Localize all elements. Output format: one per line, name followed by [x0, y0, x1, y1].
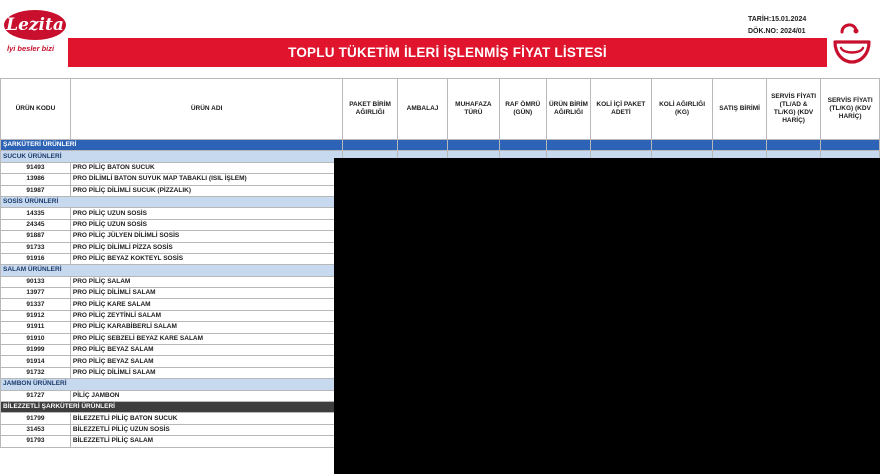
logo-wordmark: Lezita — [4, 10, 66, 40]
table-header-row — [1, 79, 880, 140]
empty-cell — [766, 140, 820, 151]
empty-cell — [343, 140, 397, 151]
page-title: TOPLU TÜKETİM İLERİ İŞLENMİŞ FİYAT LİSTESİ — [68, 38, 827, 67]
brand-logo — [4, 6, 66, 58]
product-code[interactable]: 91912 — [1, 310, 71, 321]
product-code[interactable]: 91799 — [1, 413, 71, 424]
column-header[interactable]: AMBALAJ — [397, 79, 447, 140]
column-header[interactable]: SATIŞ BİRİMİ — [713, 79, 766, 140]
product-code[interactable]: 91887 — [1, 231, 71, 242]
product-name[interactable]: PRO PİLİÇ UZUN SOSİS — [70, 219, 342, 230]
product-name[interactable]: PRO PİLİÇ KARE SALAM — [70, 299, 342, 310]
product-code[interactable]: 14335 — [1, 208, 71, 219]
column-header[interactable]: ÜRÜN KODU — [1, 79, 71, 140]
product-name[interactable]: PİLİÇ JAMBON — [70, 390, 342, 401]
product-name[interactable]: PRO PİLİÇ ZEYTİNLİ SALAM — [70, 310, 342, 321]
category-label: ŞARKÜTERİ ÜRÜNLERİ — [1, 140, 343, 151]
product-name[interactable]: PRO DİLİMLİ BATON SUYUK MAP TABAKLI (ISIL İŞLEM) — [70, 174, 342, 185]
document-number: DÖK.NO: 2024/01 — [748, 28, 806, 35]
product-code[interactable]: 91999 — [1, 345, 71, 356]
product-name[interactable]: PRO PİLİÇ BEYAZ SALAM — [70, 356, 342, 367]
empty-cell — [651, 140, 713, 151]
product-name[interactable]: BİLEZZETLİ PİLİÇ SALAM — [70, 436, 342, 447]
product-name[interactable]: BİLEZZETLİ PİLİÇ BATON SUCUK — [70, 413, 342, 424]
redacted-area — [334, 158, 880, 474]
group-label: SALAM ÜRÜNLERİ — [1, 265, 343, 276]
product-name[interactable]: PRO PİLİÇ BATON SUCUK — [70, 162, 342, 173]
group-label: BİLEZZETLİ ŞARKÜTERİ ÜRÜNLERİ — [1, 401, 343, 412]
column-header[interactable]: MUHAFAZA TÜRÜ — [448, 79, 499, 140]
product-code[interactable]: 91987 — [1, 185, 71, 196]
product-code[interactable]: 91910 — [1, 333, 71, 344]
column-header[interactable]: ÜRÜN ADI — [70, 79, 342, 140]
product-code[interactable]: 91337 — [1, 299, 71, 310]
product-name[interactable]: PRO PİLİÇ KARABİBERLİ SALAM — [70, 322, 342, 333]
product-name[interactable]: PRO PİLİÇ JÜLYEN DİLİMLİ SOSİS — [70, 231, 342, 242]
product-code[interactable]: 91793 — [1, 436, 71, 447]
group-label: SOSİS ÜRÜNLERİ — [1, 196, 343, 207]
product-name[interactable]: PRO PİLİÇ SEBZELİ BEYAZ KARE SALAM — [70, 333, 342, 344]
logo-slogan: İyi besler bizi — [7, 44, 55, 53]
product-code[interactable]: 91732 — [1, 367, 71, 378]
document-meta — [748, 14, 806, 38]
column-header[interactable]: SERVİS FİYATI (TL/AD & TL/KG) (KDV HARİÇ) — [766, 79, 820, 140]
product-name[interactable]: PRO PİLİÇ UZUN SOSİS — [70, 208, 342, 219]
product-name[interactable]: PRO PİLİÇ BEYAZ KOKTEYL SOSİS — [70, 253, 342, 264]
empty-cell — [397, 140, 447, 151]
column-header[interactable]: KOLİ İÇİ PAKET ADETİ — [591, 79, 652, 140]
product-name[interactable]: PRO PİLİÇ DİLİMLİ PİZZA SOSİS — [70, 242, 342, 253]
product-code[interactable]: 91493 — [1, 162, 71, 173]
empty-cell — [591, 140, 652, 151]
group-label: JAMBON ÜRÜNLERİ — [1, 379, 343, 390]
column-header[interactable]: RAF ÖMRÜ (GÜN) — [499, 79, 546, 140]
column-header[interactable]: KOLİ AĞIRLIĞI (KG) — [651, 79, 713, 140]
chef-bowl-icon — [832, 18, 872, 66]
product-code[interactable]: 91916 — [1, 253, 71, 264]
empty-cell — [499, 140, 546, 151]
product-code[interactable]: 13986 — [1, 174, 71, 185]
product-code[interactable]: 91911 — [1, 322, 71, 333]
product-code[interactable]: 90133 — [1, 276, 71, 287]
header — [0, 0, 884, 78]
product-code[interactable]: 91914 — [1, 356, 71, 367]
product-name[interactable]: PRO PİLİÇ DİLİMLİ SALAM — [70, 367, 342, 378]
column-header[interactable]: ÜRÜN BİRİM AĞIRLIĞI — [546, 79, 590, 140]
product-code[interactable]: 24345 — [1, 219, 71, 230]
product-name[interactable]: PRO PİLİÇ SALAM — [70, 276, 342, 287]
document-date: TARİH:15.01.2024 — [748, 16, 807, 23]
category-row — [1, 140, 880, 151]
empty-cell — [546, 140, 590, 151]
product-code[interactable]: 31453 — [1, 424, 71, 435]
product-code[interactable]: 91727 — [1, 390, 71, 401]
product-code[interactable]: 13977 — [1, 288, 71, 299]
product-name[interactable]: BİLEZZETLİ PİLİÇ UZUN SOSİS — [70, 424, 342, 435]
empty-cell — [713, 140, 766, 151]
empty-cell — [448, 140, 499, 151]
empty-cell — [821, 140, 880, 151]
column-header[interactable]: SERVİS FİYATI (TL/KG) (KDV HARİÇ) — [821, 79, 880, 140]
product-name[interactable]: PRO PİLİÇ DİLİMLİ SALAM — [70, 288, 342, 299]
product-name[interactable]: PRO PİLİÇ BEYAZ SALAM — [70, 345, 342, 356]
column-header[interactable]: PAKET BİRİM AĞIRLIĞI — [343, 79, 397, 140]
group-label: SUCUK ÜRÜNLERİ — [1, 151, 343, 162]
product-code[interactable]: 91733 — [1, 242, 71, 253]
product-name[interactable]: PRO PİLİÇ DİLİMLİ SUCUK (PİZZALIK) — [70, 185, 342, 196]
